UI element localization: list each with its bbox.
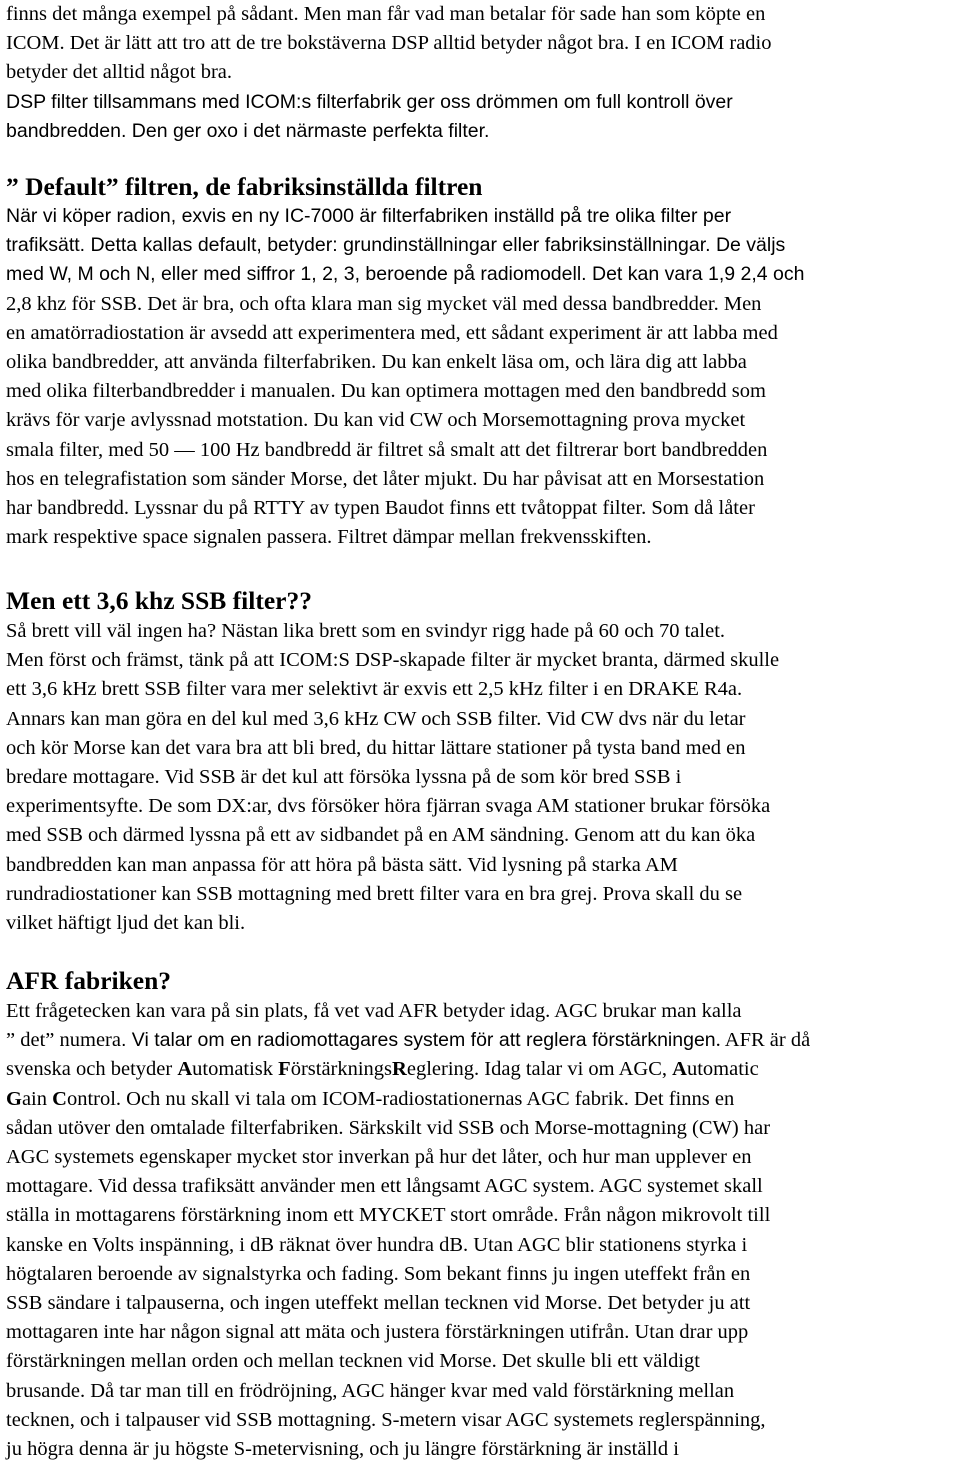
text-line: rundradiostationer kan SSB mottagning med brett filter vara en bra grej. Prova skall du se: [6, 882, 743, 905]
text-run: ontrol. Och nu skall vi tala om ICOM-radiostationernas AGC fabrik. Det finns en: [66, 1087, 735, 1110]
section-afr-text: [6, 997, 956, 1464]
intro-paragraph: [6, 0, 956, 146]
text-line: ställa in mottagarens förstärkning inom ett MYCKET stort område. Från någon mikrovolt till: [6, 1204, 771, 1227]
text-line: experimentsyfte. De som DX:ar, dvs försöker höra fjärran svaga AM stationer brukar försöka: [6, 795, 771, 818]
text-line: mottagare. Vid dessa trafiksätt använder men ett långsamt AGC system. AGC systemet skall: [6, 1175, 763, 1198]
section-heading: ” Default” filtren, de fabriksinställda filtren: [6, 172, 483, 201]
section-heading: AFR fabriken?: [6, 966, 172, 995]
text-line: När vi köper radion, exvis en ny IC-7000 är filterfabriken inställd på tre olika filter per: [6, 205, 732, 227]
text-line: bredare mottagare. Vid SSB är det kul att försöka lyssna på de som kör bred SSB i: [6, 766, 682, 789]
text-line: [6, 1026, 956, 1055]
text-line: SSB sändare i talpauserna, och ingen uteffekt mellan tecknen vid Morse. Det betyder ju att: [6, 1292, 751, 1315]
section-ssb-filter: [6, 586, 956, 938]
text-line: DSP filter tillsammans med ICOM:s filterfabrik ger oss drömmen om full kontroll över: [6, 90, 733, 113]
text-line: kanske en Volts inspänning, i dB räknat över hundra dB. Utan AGC blir stationens styrka i: [6, 1233, 748, 1256]
text-line: ett 3,6 kHz brett SSB filter vara mer selektivt är exvis ett 2,5 kHz filter i en DRAKE R4a.: [6, 678, 743, 701]
text-line: Men först och främst, tänk på att ICOM:S DSP-skapade filter är mycket branta, därmed skulle: [6, 649, 780, 672]
text-line: förstärkningen mellan orden och mellan tecknen vid Morse. Det skulle bli ett väldigt: [6, 1350, 700, 1373]
text-line: krävs för varje avlyssnad motstation. Du kan vid CW och Morsemottagning prova mycket: [6, 409, 746, 432]
section-default-sans-text: [6, 202, 956, 290]
text-run: örstärknings: [290, 1058, 393, 1081]
text-line: mottagaren inte har någon signal att mäta och justera förstärkningen utifrån. Utan drar upp: [6, 1321, 749, 1344]
text-run: eglering. Idag talar vi om AGC,: [406, 1058, 673, 1081]
text-line: med W, M och N, eller med siffror 1, 2, 3, beroende på radiomodell. Det kan vara 1,9 2,4 och: [6, 263, 805, 286]
text-run: svenska och betyder: [6, 1058, 178, 1081]
text-line: mark respektive space signalen passera. Filtret dämpar mellan frekvensskiften.: [6, 526, 652, 549]
intro-dsp-text: [6, 88, 956, 146]
text-line: sådan utöver den omtalade filterfabriken. Särkskilt vid SSB och Morse-mottagning (CW) har: [6, 1116, 771, 1139]
intro-text: [6, 0, 956, 88]
bold-letter: C: [52, 1087, 67, 1110]
text-line: 2,8 khz för SSB. Det är bra, och ofta klara man sig mycket väl med dessa bandbredder. Men: [6, 292, 762, 315]
text-line: smala filter, med 50 — 100 Hz bandbredd är filtret så smalt att det filtrerar bort bandbredden: [6, 438, 768, 461]
text-line: [6, 1085, 956, 1114]
bold-letter: R: [392, 1058, 407, 1081]
text-line: med SSB och därmed lyssna på ett av sidbandet på en AM sändning. Genom att du kan öka: [6, 824, 756, 847]
text-line: Så brett vill väl ingen ha? Nästan lika brett som en svindyr rigg hade på 60 och 70 talet.: [6, 620, 726, 642]
section-heading: Men ett 3,6 khz SSB filter??: [6, 586, 312, 615]
bold-letter: F: [278, 1058, 291, 1081]
section-afr: [6, 966, 956, 1464]
text-run: . Vi talar om en radiomottagares system för att reglera förstärkningen: [120, 1029, 716, 1052]
text-line: har bandbredd. Lyssnar du på RTTY av typen Baudot finns ett tvåtoppat filter. Som då låter: [6, 497, 755, 520]
text-line: finns det många exempel på sådant. Men man får vad man betalar för sade han som köpte en: [6, 3, 766, 25]
text-line: ICOM. Det är lätt att tro att de tre bokstäverna DSP alltid betyder något bra. I en ICOM radio: [6, 32, 772, 55]
text-line: bandbredden kan man anpassa för att höra på bästa sätt. Vid lysning på starka AM: [6, 853, 678, 876]
text-line: högtalaren beroende av signalstyrka och fading. Som bekant finns ju ingen uteffekt från en: [6, 1262, 751, 1285]
bold-letter: A: [672, 1058, 687, 1081]
text-run: . AFR är då: [715, 1029, 811, 1052]
text-line: betyder det alltid något bra.: [6, 61, 232, 84]
text-line: [6, 1055, 956, 1084]
text-line: Annars kan man göra en del kul med 3,6 kHz CW och SSB filter. Vid CW dvs när du letar: [6, 707, 746, 730]
text-line: AGC systemets egenskaper mycket stor inverkan på hur det låter, och hur man upplever en: [6, 1146, 752, 1169]
section-default-filters: [6, 172, 956, 552]
text-line: Ett frågetecken kan vara på sin plats, få vet vad AFR betyder idag. AGC brukar man kalla: [6, 1000, 742, 1022]
text-line: vilket häftigt ljud det kan bli.: [6, 912, 246, 935]
text-line: hos en telegrafistation som sänder Morse, det låter mjukt. Du har påvisat att en Morsestation: [6, 467, 765, 490]
text-line: och kör Morse kan det vara bra att bli bred, du hittar lättare stationer på tysta band med en: [6, 736, 746, 759]
text-line: med olika filterbandbredder i manualen. Du kan optimera mottagen med den bandbredd som: [6, 380, 766, 403]
text-line: trafiksätt. Detta kallas default, betyder: grundinställningar eller fabriksinställningar. De väljs: [6, 234, 786, 257]
section-ssb-text: [6, 617, 956, 938]
text-line: en amatörradiostation är avsedd att experimentera med, ett sådant experiment är att labba med: [6, 321, 778, 344]
bold-letter: G: [6, 1087, 22, 1110]
section-default-text: [6, 290, 956, 553]
text-run: utomatic: [686, 1058, 759, 1081]
text-run: ” det” numera: [6, 1029, 121, 1052]
bold-letter: A: [177, 1058, 193, 1081]
text-run: ain: [21, 1087, 53, 1110]
text-run: utomatisk: [192, 1058, 279, 1081]
text-line: brusande. Då tar man till en frödröjning, AGC hänger kvar med vald förstärkning mellan: [6, 1379, 735, 1402]
text-line: tecknen, och i talpauser vid SSB mottagning. S-metern visar AGC systemets reglerspänning,: [6, 1408, 766, 1431]
text-line: ju högra denna är ju högste S-metervisning, och ju längre förstärkning är inställd i: [6, 1438, 679, 1461]
text-line: bandbredden. Den ger oxo i det närmaste perfekta filter.: [6, 119, 490, 142]
text-line: olika bandbredder, att använda filterfabriken. Du kan enkelt läsa om, och lära dig att labba: [6, 351, 747, 374]
